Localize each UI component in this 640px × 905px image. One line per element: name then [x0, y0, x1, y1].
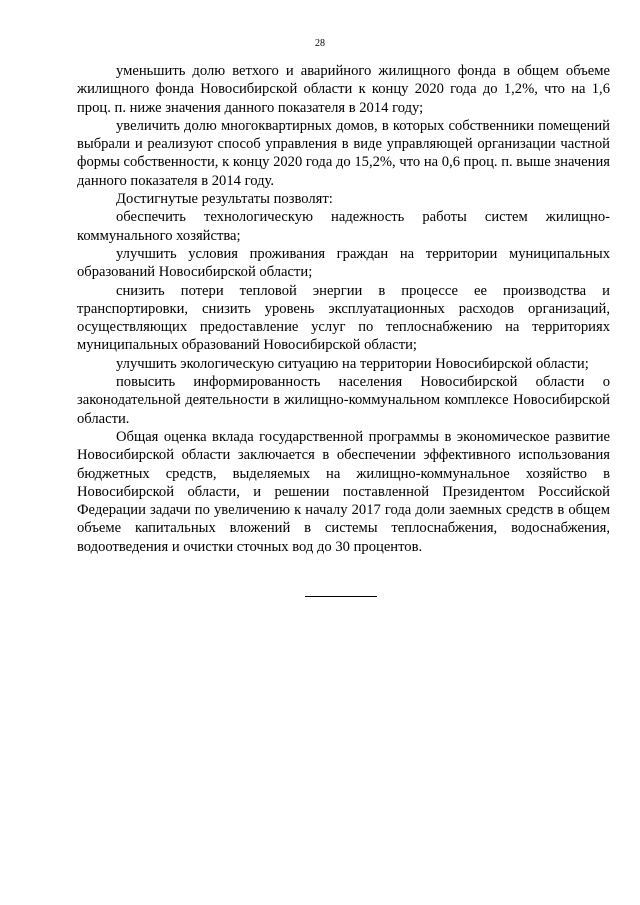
- paragraph-overall-assessment: Общая оценка вклада государственной программы в экономическое развитие Новосибирской области заключается в обеспечении эффективного использования бюджетных средств, выделяемых на жилищно-коммунальное хозяйство в Новосибирской области, и решении поставленной Президентом Российской Федерации задачи по увеличению к началу 2017 года доли заемных средств в общем объеме капитальных вложений в системы теплоснабжения, водоснабжения, водоотведения и очистки сточных вод до 30 процентов.: [77, 428, 610, 555]
- paragraph-results-intro: Достигнутые результаты позволят:: [116, 191, 333, 208]
- paragraph-heat-losses: снизить потери тепловой энергии в процессе ее производства и транспортировки, снизить уровень эксплуатационных расходов организаций, осуществляющих предоставление услуг по теплоснабжению на территориях муниципальных образований Новосибирской области;: [77, 282, 610, 354]
- end-of-text-rule: [305, 596, 377, 597]
- paragraph-dilapidated-housing: уменьшить долю ветхого и аварийного жилищного фонда в общем объеме жилищного фонда Новосибирской области к концу 2020 года до 1,2%, что на 1,6 проц. п. ниже значения данного показателя в 2014 году;: [77, 63, 610, 116]
- paragraph-public-awareness: повысить информированность населения Новосибирской области о законодательной деятельности в жилищно-коммунальном комплексе Новосибирской области.: [77, 374, 610, 427]
- paragraph-living-conditions: улучшить условия проживания граждан на территории муниципальных образований Новосибирской области;: [77, 245, 610, 281]
- page-number: 28: [315, 38, 325, 49]
- paragraph-technological-reliability: обеспечить технологическую надежность работы систем жилищно-коммунального хозяйства;: [77, 209, 610, 244]
- paragraph-apartment-management: увеличить долю многоквартирных домов, в которых собственники помещений выбрали и реализуют способ управления в виде управляющей организации частной формы собственности, к концу 2020 года до 15,2%, что на 0,6 проц. п. выше значения данного показателя в 2014 году.: [77, 117, 610, 189]
- paragraph-ecological-situation: улучшить экологическую ситуацию на территории Новосибирской области;: [116, 355, 589, 372]
- document-body: [77, 62, 610, 556]
